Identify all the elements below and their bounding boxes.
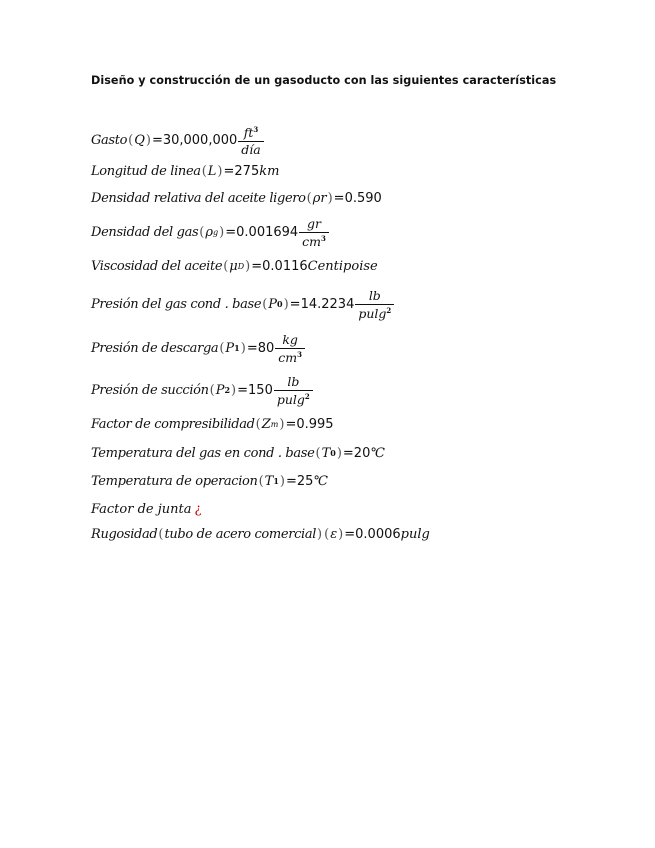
densidad-relativa-value: 0.590 <box>344 190 382 206</box>
presion-base-value: 14.2234 <box>300 296 355 312</box>
equation-temperatura-base: Temperatura del gas en cond . base ( T 0 ) = 20 ℃ <box>91 445 385 461</box>
temperatura-operacion-value: 25 <box>296 473 314 489</box>
rugosidad-value: 0.0006 <box>355 526 401 542</box>
equation-temperatura-operacion: Temperatura de operacion ( T 1 ) = 25 ℃ <box>91 473 328 489</box>
gasto-symbol: Q <box>134 132 145 148</box>
equation-densidad-relativa: Densidad relativa del aceite ligero ( ρr ) = 0.590 <box>91 190 382 206</box>
equation-longitud: Longitud de linea ( L ) = 275 km <box>91 163 280 179</box>
presion-succion-value: 150 <box>248 382 273 398</box>
equation-presion-succion: Presión de succión ( P 2 ) = 150 $\frac{lb}{pulg^2}$ <box>91 374 313 406</box>
equation-viscosidad: Viscosidad del aceite ( μ D ) = 0.0116 Centipoise <box>91 258 378 274</box>
equation-rugosidad: Rugosidad ( tubo de acero comercial ) ( ε ) = 0.0006 pulg <box>91 526 430 542</box>
equation-densidad-gas: Densidad del gas ( ρ g ) = 0.001694 $\frac{gr}{cm^3}$ <box>91 217 329 247</box>
densidad-gas-value: 0.001694 <box>236 224 299 240</box>
equation-gasto: Gasto ( Q ) = 30,000,000 $\frac{ft^3}{\text{día}}$ <box>91 125 264 155</box>
document-title: Diseño y construcción de un gasoducto con las siguientes características <box>91 74 557 87</box>
gasto-value: 30,000,000 <box>162 132 238 148</box>
longitud-value: 275 <box>234 163 260 179</box>
longitud-label: Longitud de linea <box>91 163 201 179</box>
factor-compresibilidad-value: 0.995 <box>296 416 334 432</box>
equation-presion-descarga: Presión de descarga ( P 1 ) = 80 $\frac{kg}{cm^3}$ <box>91 332 305 364</box>
viscosidad-value: 0.0116 <box>262 258 308 274</box>
equation-presion-base: Presión del gas cond . base ( P 0 ) = 14.2234 $\frac{lb}{pulg^2}$ <box>91 288 394 320</box>
missing-value-marker: ¿ <box>194 501 202 517</box>
equation-factor-compresibilidad: Factor de compresibilidad ( Z m ) = 0.995 <box>91 416 334 432</box>
presion-descarga-value: 80 <box>257 340 275 356</box>
temperatura-base-value: 20 <box>353 445 371 461</box>
gasto-unit-fraction: $\frac{ft^3}{\text{día}}$ <box>238 126 263 156</box>
equation-factor-junta: Factor de junta ¿ <box>91 501 202 517</box>
gasto-label: Gasto <box>91 132 128 148</box>
